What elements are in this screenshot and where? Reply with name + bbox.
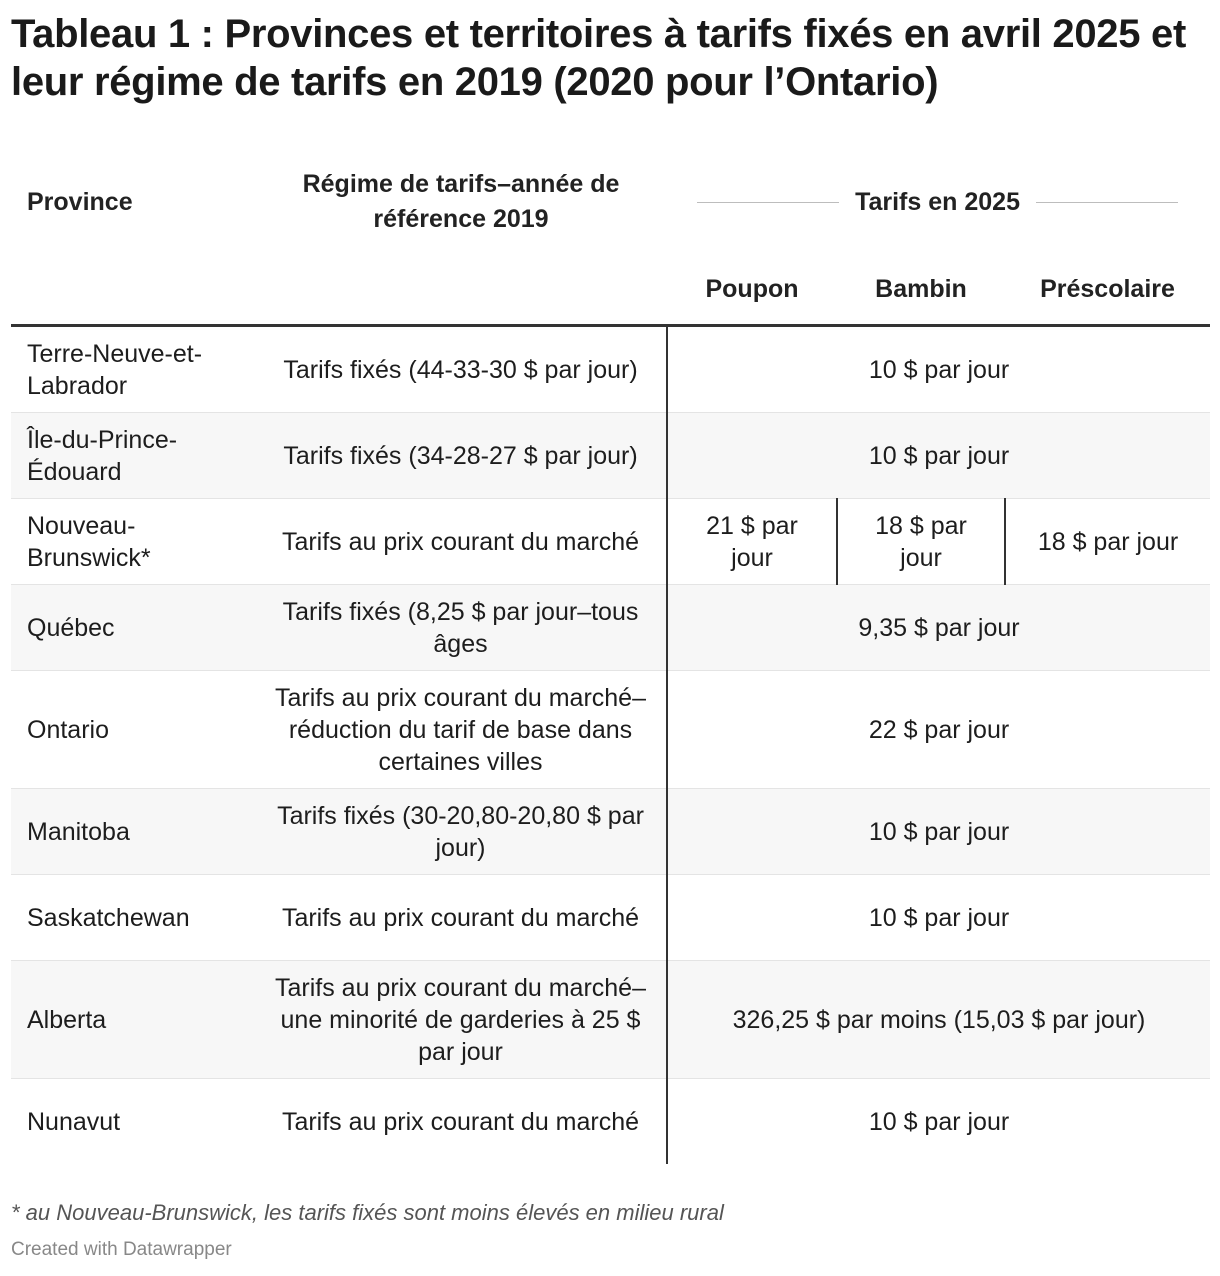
cell-regime: Tarifs fixés (30-20,80-20,80 $ par jour) [255, 789, 667, 875]
cell-regime: Tarifs au prix courant du marché [255, 875, 667, 961]
cell-regime: Tarifs fixés (44-33-30 $ par jour) [255, 326, 667, 413]
cell-regime: Tarifs au prix courant du marché [255, 499, 667, 585]
cell-rate-bambin: 18 $ par jour [837, 499, 1005, 585]
cell-regime: Tarifs au prix courant du marché–réduction du tarif de base dans certaines villes [255, 671, 667, 789]
header-group-label: Tarifs en 2025 [855, 188, 1020, 216]
cell-rate: 10 $ par jour [667, 326, 1210, 413]
header-regime: Régime de tarifs–année de référence 2019 [302, 170, 620, 233]
header-group-rule-left [697, 202, 839, 203]
rates-table [11, 150, 1210, 1164]
cell-rate: 9,35 $ par jour [667, 585, 1210, 671]
table-row [11, 875, 1210, 961]
cell-regime: Tarifs au prix courant du marché [255, 1079, 667, 1165]
cell-rate-poupon: 21 $ par jour [667, 499, 837, 585]
header-province: Province [27, 188, 133, 216]
cell-rate-prescolaire: 18 $ par jour [1005, 499, 1210, 585]
cell-regime: Tarifs fixés (8,25 $ par jour–tous âges [255, 585, 667, 671]
cell-rate: 10 $ par jour [667, 875, 1210, 961]
cell-rate: 10 $ par jour [667, 1079, 1210, 1165]
table-title: Tableau 1 : Provinces et territoires à tarifs fixés en avril 2025 et leur régime de tarifs en 2019 (2020 pour l’Ontario) [11, 12, 1186, 104]
cell-province: Saskatchewan [11, 875, 255, 961]
cell-regime: Tarifs au prix courant du marché–une minorité de garderies à 25 $ par jour [255, 961, 667, 1079]
datawrapper-credit: Created with Datawrapper [11, 1239, 232, 1260]
cell-province: Île-du-Prince-Édouard [11, 413, 255, 499]
cell-rate: 22 $ par jour [667, 671, 1210, 789]
table-row [11, 789, 1210, 875]
header-poupon: Poupon [667, 254, 837, 326]
cell-province: Manitoba [11, 789, 255, 875]
table-row [11, 1079, 1210, 1165]
header-bambin: Bambin [837, 254, 1005, 326]
cell-province: Ontario [11, 671, 255, 789]
table-row [11, 499, 1210, 585]
header-prescolaire: Préscolaire [1005, 254, 1210, 326]
table-row [11, 413, 1210, 499]
table-row [11, 326, 1210, 413]
table-row [11, 961, 1210, 1079]
cell-province: Alberta [11, 961, 255, 1079]
footnote: * au Nouveau-Brunswick, les tarifs fixés sont moins élevés en milieu rural [11, 1200, 724, 1225]
cell-province: Nunavut [11, 1079, 255, 1165]
cell-province: Nouveau-Brunswick* [11, 499, 255, 585]
cell-rate: 10 $ par jour [667, 413, 1210, 499]
cell-regime: Tarifs fixés (34-28-27 $ par jour) [255, 413, 667, 499]
cell-rate: 326,25 $ par moins (15,03 $ par jour) [667, 961, 1210, 1079]
table-row [11, 671, 1210, 789]
cell-rate: 10 $ par jour [667, 789, 1210, 875]
header-group-rates-2025 [667, 150, 1210, 254]
header-spacer-regime [255, 254, 667, 326]
cell-province: Québec [11, 585, 255, 671]
cell-province: Terre-Neuve-et-Labrador [11, 326, 255, 413]
header-group-rule-right [1036, 202, 1178, 203]
table-row [11, 585, 1210, 671]
header-spacer-province [11, 254, 255, 326]
